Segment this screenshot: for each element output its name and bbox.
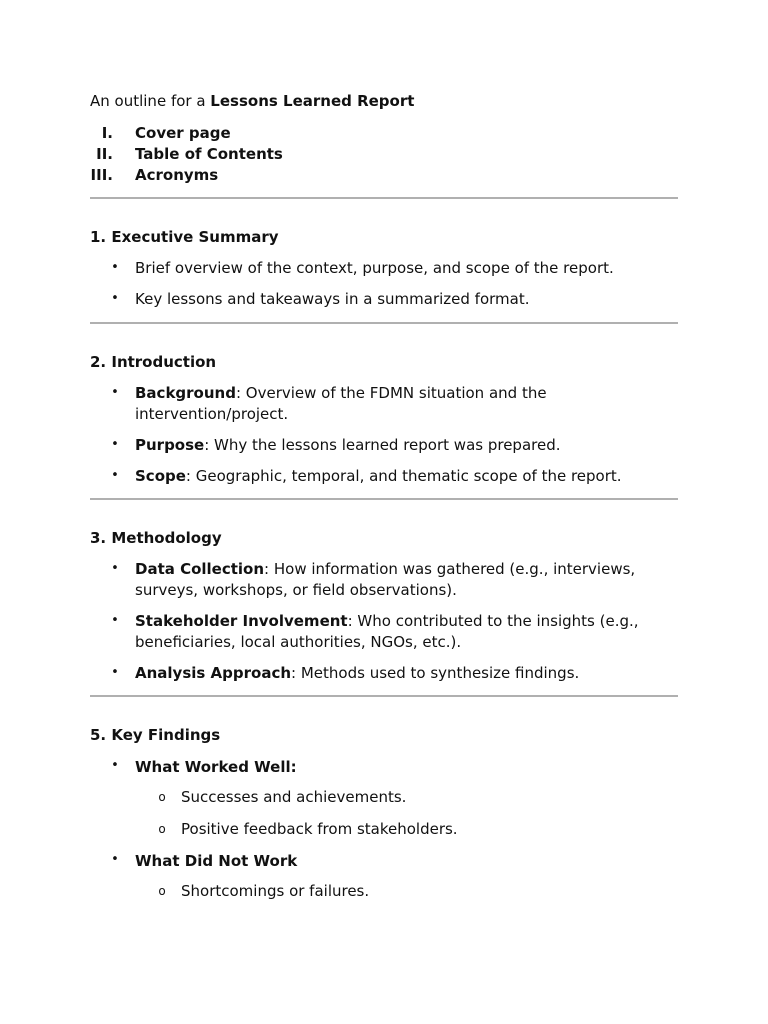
report-title: Lessons Learned Report [210,92,415,110]
sub-bullet-icon: o [158,822,166,836]
section-heading: 1. Executive Summary [90,228,279,246]
bullet-icon: • [111,291,119,306]
bullet-icon: • [111,613,119,628]
list-item [135,851,297,872]
list-item [135,663,579,684]
list-item [135,435,561,456]
list-item [135,466,622,487]
item-text: : Who contributed to the insights (e.g., [347,612,639,630]
item-term: Analysis Approach [135,664,292,682]
list-item [135,258,614,279]
item-text: : Geographic, temporal, and thematic scope of the report. [185,467,622,485]
item-term: What Worked Well: [135,758,297,776]
item-term: Purpose [135,436,205,454]
item-text: : Overview of the FDMN situation and the [235,384,547,402]
sub-list-item: Positive feedback from stakeholders. [181,820,458,838]
list-item [135,289,530,310]
item-text: Brief overview of the context, purpose, and scope of the report. [135,259,614,277]
front-matter-item: Cover page [135,124,231,142]
sub-bullet-icon: o [158,884,166,898]
bullet-icon: • [111,437,119,452]
sub-bullet-icon: o [158,790,166,804]
bullet-icon: • [111,561,119,576]
section-divider [90,322,678,324]
outline-intro [90,92,414,110]
front-matter-item: Table of Contents [135,145,283,163]
item-term: What Did Not Work [135,852,298,870]
bullet-icon: • [111,852,119,867]
bullet-icon: • [111,758,119,773]
sub-list-item: Successes and achievements. [181,788,407,806]
sub-list-item: Shortcomings or failures. [181,882,370,900]
front-matter-numeral: II. [96,145,113,163]
list-item [135,757,297,778]
front-matter-numeral: III. [90,166,113,184]
item-text-continued: surveys, workshops, or field observations). [135,581,457,599]
section-divider [90,498,678,500]
item-term: Scope [135,467,186,485]
section-heading: 2. Introduction [90,353,217,371]
section-divider [90,695,678,697]
front-matter-item: Acronyms [135,166,219,184]
section-divider [90,197,678,199]
item-term: Stakeholder Involvement [135,612,348,630]
list-item [135,611,639,653]
front-matter-numeral: I. [101,124,113,142]
item-text: Key lessons and takeaways in a summarized format. [135,290,530,308]
item-text: : Why the lessons learned report was prepared. [204,436,561,454]
list-item [135,383,547,425]
item-text: : How information was gathered (e.g., interviews, [264,560,636,578]
bullet-icon: • [111,260,119,275]
bullet-icon: • [111,665,119,680]
item-term: Data Collection [135,560,265,578]
bullet-icon: • [111,385,119,400]
item-term: Background [135,384,236,402]
list-item [135,559,635,601]
item-text-continued: intervention/project. [135,405,289,423]
intro-prefix: An outline for a [90,92,211,110]
item-text-continued: beneficiaries, local authorities, NGOs, etc.). [135,633,462,651]
item-text: : Methods used to synthesize findings. [291,664,580,682]
bullet-icon: • [111,468,119,483]
section-heading: 3. Methodology [90,529,222,547]
section-heading: 5. Key Findings [90,726,221,744]
